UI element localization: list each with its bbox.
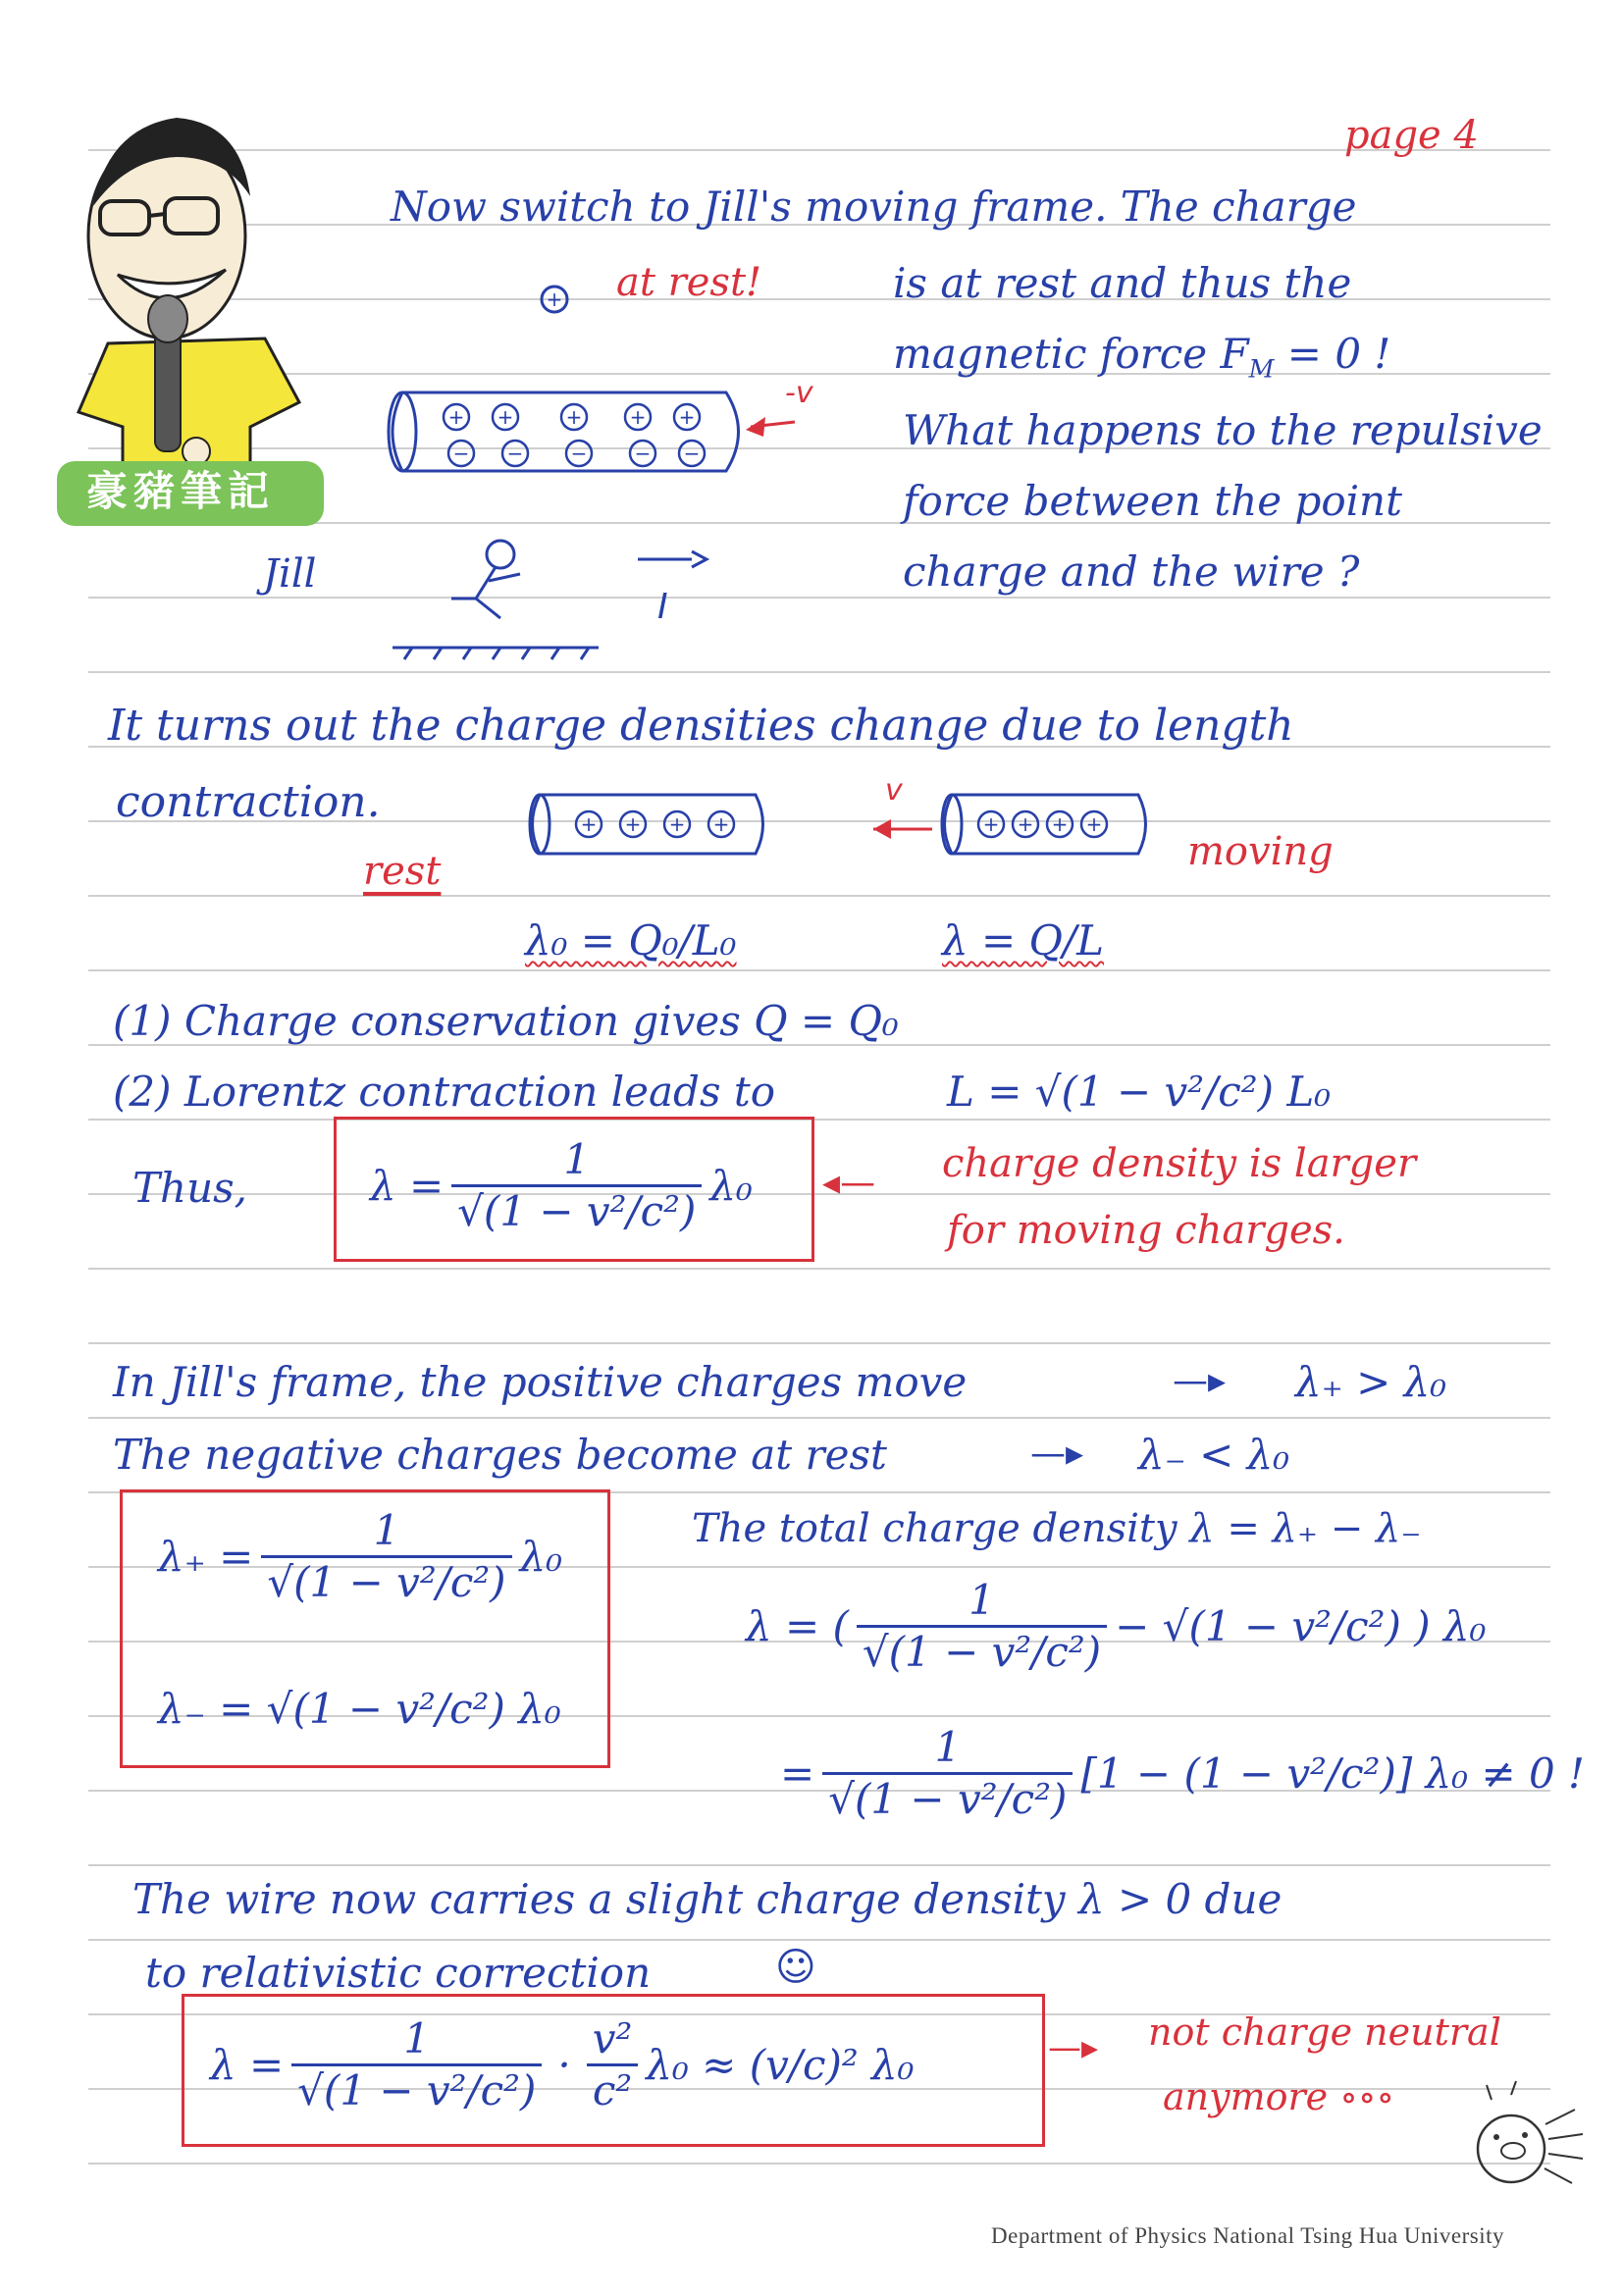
final-dot: · [557, 2040, 571, 2089]
arrow-note-icon: —▸ [1048, 2028, 1099, 2067]
ruled-line [88, 1193, 1550, 1195]
point-charge-sign: + [546, 287, 563, 311]
neutral-note-line2: anymore ∘∘∘ [1163, 2075, 1395, 2118]
lambda-rest: λ₀ = Q₀/L₀ [525, 916, 737, 965]
boxed-denominator: √(1 − v²/c²) [451, 1184, 702, 1232]
boxed-lambda-plus-minus [120, 1489, 610, 1768]
ruled-line [88, 1119, 1550, 1121]
svg-text:−: − [570, 442, 588, 465]
svg-text:+: + [580, 812, 598, 836]
total-density-eq2 [780, 1723, 1585, 1823]
eq2-numerator: 1 [934, 1723, 962, 1771]
lambda-minus-equation: λ₋ = √(1 − v²/c²) λ₀ [158, 1685, 561, 1733]
ruled-line [88, 1417, 1550, 1419]
svg-text:−: − [683, 442, 701, 465]
eq2-denominator: √(1 − v²/c²) [822, 1772, 1073, 1820]
svg-text:+: + [1051, 812, 1069, 836]
moving-wire-charges [978, 811, 1107, 837]
section3-line2: The negative charges become at rest [113, 1431, 887, 1479]
rest-label: rest [363, 849, 442, 894]
contracted-wire-diagram [520, 775, 1187, 873]
eq2-lhs: = [780, 1748, 815, 1798]
conclusion-line1: The wire now carries a slight charge density λ > 0 due [132, 1875, 1283, 1923]
section2-line2: contraction. [116, 777, 381, 827]
ruled-line [88, 895, 1550, 897]
boxed-rhs: λ₀ [709, 1161, 753, 1210]
svg-text:+: + [982, 812, 1000, 836]
badge [57, 461, 324, 526]
svg-text:+: + [497, 405, 514, 429]
rest-wire-charges [576, 811, 734, 837]
eq1-denominator: √(1 − v²/c²) [857, 1625, 1107, 1673]
arrow-note-icon: ◂— [822, 1163, 876, 1203]
svg-text:+: + [678, 405, 696, 429]
smiley-icon: ☺ [775, 1945, 816, 1990]
eq1-numerator: 1 [969, 1576, 995, 1624]
svg-text:−: − [634, 442, 652, 465]
final-denominator: √(1 − v²/c²) [291, 2063, 542, 2112]
intro-line4: What happens to the repulsive [903, 406, 1543, 454]
derivation-item2-eq: L = √(1 − v²/c²) L₀ [947, 1068, 1332, 1116]
wire-positive-charges [444, 404, 700, 430]
arrow-icon: —▸ [1173, 1361, 1227, 1401]
moving-label: moving [1187, 829, 1334, 874]
svg-text:+: + [629, 405, 647, 429]
badge-text: 豪豬筆記 [86, 467, 276, 515]
velocity-label: v [885, 775, 903, 808]
intro-line6: charge and the wire ? [903, 548, 1360, 596]
boxed-final-result [182, 1994, 1045, 2147]
density-note-line2: for moving charges. [947, 1208, 1345, 1253]
derivation-item2: (2) Lorentz contraction leads to [113, 1068, 776, 1116]
final-c2: c² [587, 2063, 638, 2112]
eq1-lhs: λ = ( [746, 1601, 849, 1650]
conclusion-line2: to relativistic correction [145, 1949, 652, 1997]
velocity-label: -v [785, 376, 813, 410]
intro-line3 [893, 330, 1391, 384]
eq1-rest: − √(1 − v²/c²) ) λ₀ [1115, 1601, 1487, 1650]
eq2-rest: [1 − (1 − v²/c²)] λ₀ ≠ 0 ! [1080, 1748, 1585, 1798]
thus-label: Thus, [132, 1164, 248, 1212]
svg-text:+: + [712, 812, 730, 836]
lambda-plus-fraction [261, 1506, 511, 1606]
derivation-item1: (1) Charge conservation gives Q = Q₀ [113, 997, 899, 1045]
total-density-eq1 [746, 1576, 1487, 1676]
page-number: page 4 [1344, 113, 1479, 158]
lambda-moving: λ = Q/L [942, 916, 1104, 965]
svg-text:+: + [668, 812, 686, 836]
footer: Department of Physics National Tsing Hua University [991, 2223, 1504, 2248]
section2-line1: It turns out the charge densities change due to length [108, 701, 1294, 751]
ruled-line [88, 1939, 1550, 1941]
section3-line2-result: λ₋ < λ₀ [1138, 1431, 1290, 1479]
intro-line1: Now switch to Jill's moving frame. The charge [391, 183, 1357, 231]
neutral-note-line1: not charge neutral [1148, 2010, 1501, 2054]
ruled-line [88, 1864, 1550, 1866]
svg-text:+: + [565, 405, 583, 429]
arrow-icon: —▸ [1030, 1434, 1084, 1474]
lambda-plus-numerator: 1 [373, 1506, 400, 1554]
svg-text:−: − [452, 442, 470, 465]
eq1-fraction [857, 1576, 1107, 1676]
ruled-line [88, 2163, 1550, 2165]
force-subscript: M [1248, 354, 1275, 384]
svg-text:−: − [506, 442, 524, 465]
total-density-label: The total charge density λ = λ₊ − λ₋ [692, 1506, 1422, 1551]
svg-text:+: + [1017, 812, 1034, 836]
boxed-equation [370, 1135, 753, 1235]
force-value: = 0 ! [1286, 330, 1391, 378]
boxed-fraction [451, 1135, 702, 1235]
porcupine-doodle-icon [1452, 2080, 1590, 2198]
final-v2-c2-fraction [587, 2014, 639, 2114]
ruled-line [88, 1268, 1550, 1270]
ruled-line [88, 671, 1550, 673]
final-equation [210, 2014, 915, 2114]
svg-text:+: + [624, 812, 642, 836]
final-v2: v² [592, 2014, 633, 2062]
jill-label: Jill [263, 551, 317, 597]
eq2-fraction [822, 1723, 1073, 1823]
boxed-lhs: λ = [370, 1161, 445, 1210]
intro-line2: is at rest and thus the [893, 259, 1352, 307]
wire-diagram-jill-frame [373, 260, 883, 667]
lambda-plus-equation [158, 1506, 563, 1606]
jill-running-icon [393, 541, 599, 659]
lambda-plus-denominator: √(1 − v²/c²) [261, 1555, 511, 1603]
lambda-plus-rhs: λ₀ [519, 1532, 563, 1581]
boxed-lambda-result [334, 1117, 814, 1262]
final-lhs: λ = [210, 2040, 285, 2089]
svg-text:+: + [447, 405, 465, 429]
density-note-line1: charge density is larger [942, 1141, 1417, 1186]
force-label: magnetic force F [893, 330, 1249, 378]
final-numerator: 1 [403, 2014, 431, 2062]
intro-line5: force between the point [903, 477, 1402, 525]
section3-line1: In Jill's frame, the positive charges move [113, 1358, 968, 1406]
ruled-line [88, 1342, 1550, 1344]
ruled-line [88, 969, 1550, 971]
lambda-plus-lhs: λ₊ = [158, 1532, 254, 1581]
svg-text:+: + [1085, 812, 1103, 836]
wire-negative-charges [448, 441, 705, 466]
at-rest-note: at rest! [616, 260, 762, 305]
final-fraction [291, 2014, 542, 2114]
final-tail: λ₀ ≈ (v/c)² λ₀ [646, 2040, 915, 2089]
boxed-numerator: 1 [563, 1135, 591, 1183]
section3-line1-result: λ₊ > λ₀ [1295, 1358, 1447, 1406]
current-label: I [657, 587, 668, 627]
